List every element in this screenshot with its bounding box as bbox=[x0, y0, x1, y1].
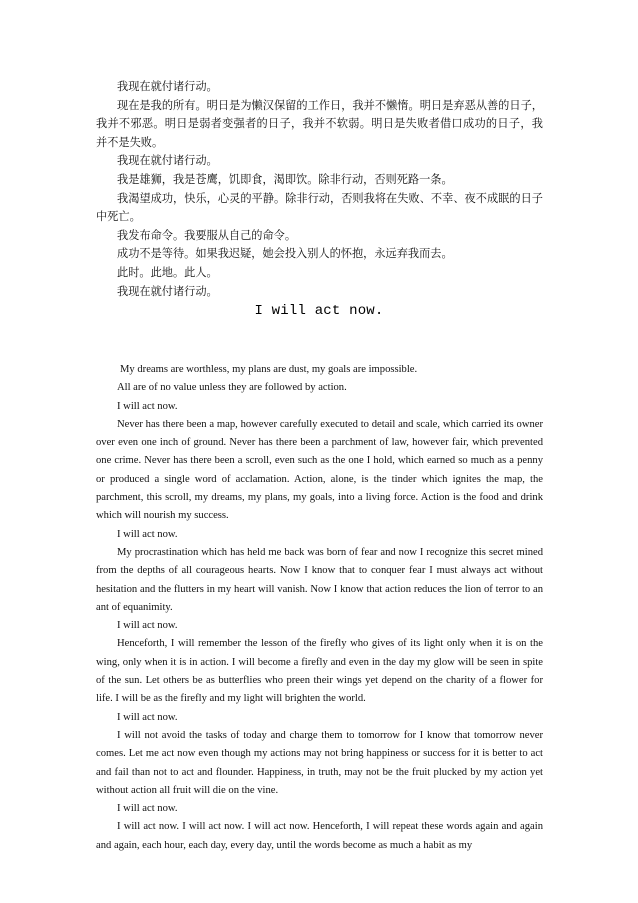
cn-paragraph: 我现在就付诸行动。 bbox=[117, 154, 218, 168]
cn-paragraph: 此时。此地。此人。 bbox=[117, 265, 218, 279]
english-text-section bbox=[96, 361, 543, 855]
en-paragraph: I will act now. I will act now. I will act now. Henceforth, I will repeat these words again and again and again, each hour, each day, every day, until the words become as much a habit as my bbox=[96, 821, 543, 851]
cn-paragraph: 我现在就付诸行动。 bbox=[117, 80, 218, 93]
en-paragraph: I will act now. bbox=[117, 620, 178, 632]
en-paragraph: I will not avoid the tasks of today and charge them to tomorrow for I know that tomorrow never comes. Let me act now even though my actions may not bring happiness or success for it is better to act and fail than not to act and flounder. Happiness, in truth, may not be the fruit plucked by my action yet without action all fruit will die on the vine. bbox=[96, 729, 543, 796]
cn-paragraph: 现在是我的所有。明日是为懒汉保留的工作日，我并不懒惰。明日是弃恶从善的日子，我并不邪恶。明日是弱者变强者的日子，我并不软弱。明日是失败者借口成功的日子，我并不是失败。 bbox=[96, 98, 543, 149]
cn-paragraph: 我是雄狮，我是苍鹰，饥即食，渴即饮。除非行动，否则死路一条。 bbox=[117, 172, 453, 186]
cn-paragraph: 我现在就付诸行动。 bbox=[117, 284, 218, 298]
en-paragraph: All are of no value unless they are followed by action. bbox=[117, 382, 347, 394]
en-paragraph: My procrastination which has held me back was born of fear and now I recognize this secret mined from the depths of all courageous hearts. Now I know that to conquer fear I must always act without hesitation and the flutters in my heart will vanish. Now I know that action reduces the lion of terror to an ant of equanimity. bbox=[96, 546, 543, 613]
chinese-text-section bbox=[96, 78, 543, 301]
en-paragraph: I will act now. bbox=[117, 803, 178, 815]
section-title: I will act now. bbox=[254, 303, 384, 319]
cn-paragraph: 我发布命令。我要服从自己的命令。 bbox=[117, 228, 297, 242]
en-paragraph: I will act now. bbox=[117, 528, 178, 540]
en-paragraph: My dreams are worthless, my plans are dust, my goals are impossible. bbox=[120, 364, 418, 375]
en-paragraph: Henceforth, I will remember the lesson of the firefly who gives of its light only when it is on the wing, only when it is in action. I will become a firefly and even in the day my glow will be seen in spite of the sun. Let others be as butterflies who preen their wings yet depend on the charity of a flower for life. I will be as the firefly and my light will brighten the world. bbox=[96, 638, 543, 705]
en-paragraph: I will act now. bbox=[117, 711, 178, 723]
cn-paragraph: 成功不是等待。如果我迟疑，她会投入别人的怀抱，永远弃我而去。 bbox=[117, 247, 453, 261]
en-paragraph: I will act now. bbox=[117, 400, 178, 412]
cn-paragraph: 我渴望成功，快乐，心灵的平静。除非行动，否则我将在失败、不幸、夜不成眠的日子中死亡。 bbox=[96, 191, 543, 224]
en-paragraph: Never has there been a map, however carefully executed to detail and scale, which carried its owner over even one inch of ground. Never has there been a parchment of law, however fair, which prevented one crime. Never has there been a scroll, even such as the one I hold, which earned so much as a penny or produced a single word of acclamation. Action, alone, is the tinder which ignites the map, the parchment, this scroll, my dreams, my plans, my goals, into a living force. Action is the food and drink which will nourish my success. bbox=[96, 418, 543, 522]
